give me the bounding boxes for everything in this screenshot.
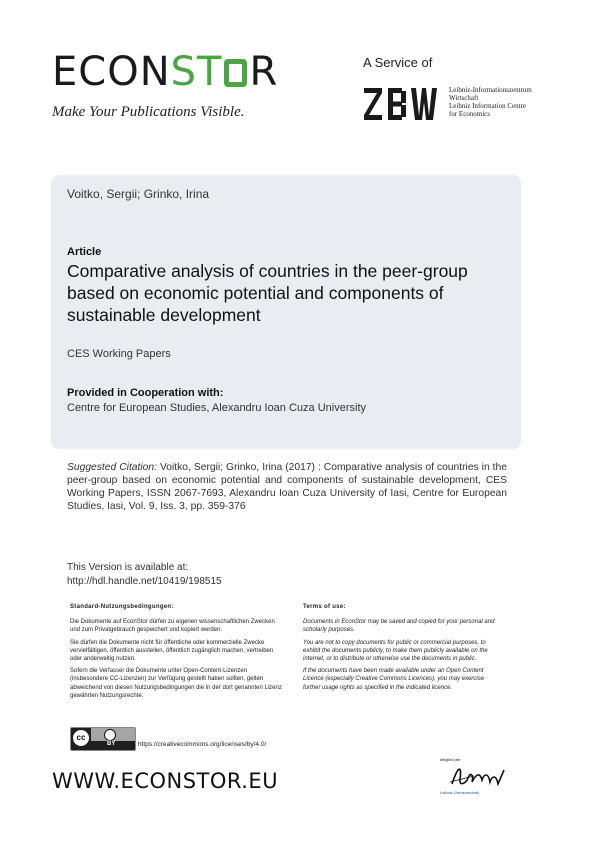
logo-o-ring-icon <box>224 59 247 87</box>
leibniz-org-name: Leibniz-Gemeinschaft <box>440 790 479 795</box>
terms-en-paragraph: Documents in EconStor may be saved and copied for your personal and scholarly purposes. <box>303 619 495 634</box>
member-label: Mitglied der <box>440 757 461 762</box>
terms-de-paragraph: Die Dokumente auf EconStor dürfen zu eigenen wissenschaftlichen Zwecken und zum Privatgebrauch gespeichert und kopiert werden. <box>70 619 275 634</box>
zbw-logo-icon[interactable] <box>364 86 440 122</box>
zbw-line: for Economics <box>449 110 491 118</box>
econstor-logo[interactable] <box>52 49 279 95</box>
logo-prefix: ECON <box>52 49 171 95</box>
handle-link[interactable]: http://hdl.handle.net/10419/198515 <box>67 576 222 587</box>
version-block <box>67 561 222 589</box>
cooperation-institution: Centre for European Studies, Alexandru Ioan Cuza University <box>67 402 366 414</box>
by-label: BY <box>107 741 116 747</box>
suggested-citation <box>67 461 507 513</box>
service-label: A Service of <box>363 55 433 70</box>
tagline: Make Your Publications Visible. <box>52 104 245 120</box>
license-link[interactable]: https://creativecommons.org/licenses/by/4.0/ <box>138 741 267 748</box>
leibniz-signature-logo-icon <box>448 762 508 790</box>
terms-de-heading: Standard-Nutzungsbedingungen: <box>70 604 174 610</box>
attribution-person-icon <box>104 729 116 741</box>
zbw-line: Leibniz-Informationszentrum <box>449 86 532 94</box>
logo-highlight: ST <box>170 49 223 95</box>
terms-english <box>303 603 503 696</box>
leibniz-membership <box>440 757 510 797</box>
zbw-line: Leibniz Information Centre <box>449 102 526 110</box>
cooperation-label: Provided in Cooperation with: <box>67 387 224 399</box>
cc-icon: cc <box>73 730 89 746</box>
logo-suffix: R <box>249 49 279 95</box>
authors: Voitko, Sergii; Grinko, Irina <box>67 187 210 201</box>
zbw-name-block <box>449 86 559 118</box>
terms-en-paragraph: If the documents have been made available under an Open Content Licence (especially Creative Commons Licences), you may exercise further usage rights as specified in the indicated licence. <box>303 668 485 691</box>
version-label: This Version is available at: <box>67 562 189 573</box>
citation-label: Suggested Citation: <box>67 462 157 473</box>
econstor-site-link[interactable]: WWW.ECONSTOR.EU <box>52 769 279 793</box>
citation-text: Voitko, Sergii; Grinko, Irina (2017) : Comparative analysis of countries in the peer-group based on economic potential and components of sustainable development, CES Working Papers, ISSN 2067-7693, Alexandru Ioan Cuza University of Iasi, Centre for European Studies, Iasi, Vol. 9, Iss. 3, pp. 359-376 <box>67 462 507 512</box>
terms-en-heading: Terms of use: <box>303 604 346 610</box>
article-title: Comparative analysis of countries in the peer-group based on economic potential and components of sustainable development <box>67 261 468 325</box>
series-name: CES Working Papers <box>67 348 171 360</box>
terms-en-paragraph: You are not to copy documents for public or commercial purposes, to exhibit the documents publicly, to make them publicly available on the internet, or to distribute or otherwise use the documents in public. <box>303 639 488 663</box>
cc-by-license-badge[interactable] <box>70 727 136 751</box>
record-card <box>51 175 521 449</box>
publication-type: Article <box>67 246 102 258</box>
terms-de-paragraph: Sofern die Verfasser die Dokumente unter Open-Content-Lizenzen (insbesondere CC-Lizenzen) zur Verfügung gestellt haben sollten, gelten abweichend von diesen Nutzungsbedingungen die in der dort genannten Lizenz gewährten Nutzungsrechte. <box>70 668 282 699</box>
zbw-line: Wirtschaft <box>449 94 479 102</box>
terms-german <box>70 603 285 704</box>
terms-de-paragraph: Sie dürfen die Dokumente nicht für öffentliche oder kommerzielle Zwecke vervielfältigen, öffentlich ausstellen, öffentlich zugänglich machen, vertreiben oder anderweitig nutzen. <box>70 639 274 663</box>
